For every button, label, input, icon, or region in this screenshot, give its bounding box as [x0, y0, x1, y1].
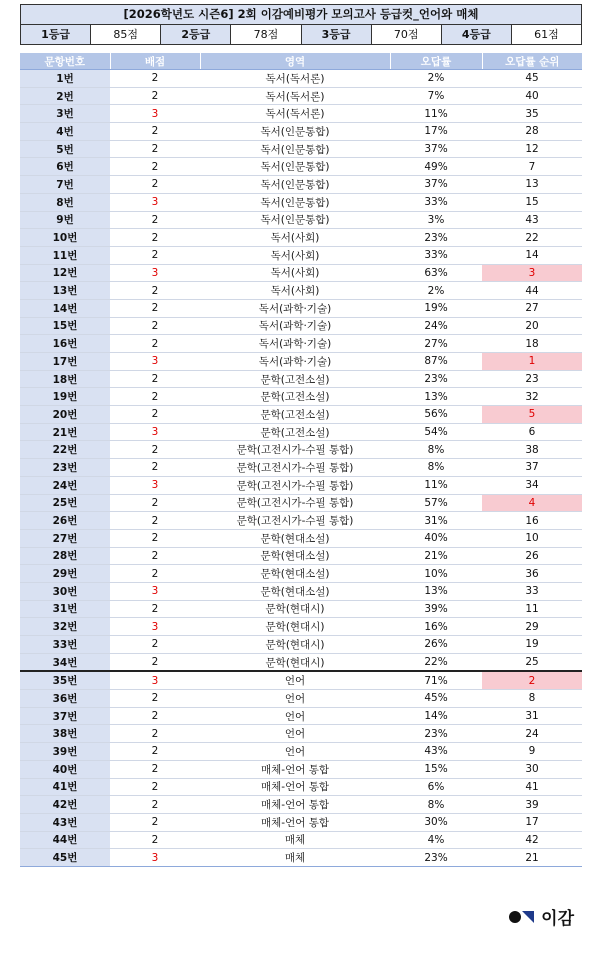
error-rate-cell: 43% — [390, 743, 482, 761]
table-row — [20, 140, 582, 158]
table-row — [20, 547, 582, 565]
section-cell: 언어 — [200, 707, 390, 725]
points-cell: 2 — [110, 229, 200, 247]
section-cell: 문학(현대소설) — [200, 565, 390, 583]
question-number-cell: 37번 — [20, 707, 110, 725]
error-rate-cell: 87% — [390, 353, 482, 371]
error-rank-cell: 18 — [482, 335, 582, 353]
logo-text: 이감 — [541, 909, 574, 929]
error-rate-cell: 23% — [390, 849, 482, 867]
error-rank-cell: 29 — [482, 618, 582, 636]
error-rate-cell: 10% — [390, 565, 482, 583]
points-cell: 2 — [110, 512, 200, 530]
section-cell: 독서(독서론) — [200, 70, 390, 88]
error-rate-cell: 21% — [390, 547, 482, 565]
table-row — [20, 813, 582, 831]
question-number-cell: 25번 — [20, 494, 110, 512]
section-cell: 언어 — [200, 743, 390, 761]
section-cell: 문학(고전시가-수필 통합) — [200, 476, 390, 494]
section-cell: 문학(고전소설) — [200, 423, 390, 441]
section-cell: 문학(고전시가-수필 통합) — [200, 494, 390, 512]
points-cell: 2 — [110, 176, 200, 194]
error-rate-cell: 37% — [390, 176, 482, 194]
table-row — [20, 441, 582, 459]
table-row — [20, 87, 582, 105]
error-rate-cell: 30% — [390, 813, 482, 831]
table-row — [20, 211, 582, 229]
points-cell: 2 — [110, 299, 200, 317]
points-cell: 2 — [110, 707, 200, 725]
error-rate-cell: 39% — [390, 600, 482, 618]
grade-cut-sheet — [20, 4, 582, 867]
points-cell: 2 — [110, 796, 200, 814]
grade-score: 78점 — [231, 25, 301, 44]
error-rate-cell: 23% — [390, 725, 482, 743]
error-rate-cell: 8% — [390, 441, 482, 459]
points-cell: 3 — [110, 476, 200, 494]
points-cell: 2 — [110, 743, 200, 761]
question-number-cell: 22번 — [20, 441, 110, 459]
question-number-cell: 34번 — [20, 653, 110, 671]
table-row — [20, 760, 582, 778]
error-rank-cell: 28 — [482, 123, 582, 141]
column-header: 오답률 순위 — [482, 53, 582, 70]
points-cell: 2 — [110, 760, 200, 778]
section-cell: 독서(사회) — [200, 246, 390, 264]
points-cell: 2 — [110, 441, 200, 459]
table-row — [20, 743, 582, 761]
section-cell: 독서(과학·기술) — [200, 317, 390, 335]
error-rank-cell: 12 — [482, 140, 582, 158]
question-number-cell: 6번 — [20, 158, 110, 176]
question-number-cell: 43번 — [20, 813, 110, 831]
error-rank-cell: 5 — [482, 406, 582, 424]
error-rank-cell: 1 — [482, 353, 582, 371]
question-number-cell: 42번 — [20, 796, 110, 814]
error-rate-cell: 14% — [390, 707, 482, 725]
question-number-cell: 28번 — [20, 547, 110, 565]
error-rank-cell: 3 — [482, 264, 582, 282]
table-row — [20, 725, 582, 743]
table-row — [20, 671, 582, 689]
question-number-cell: 35번 — [20, 671, 110, 689]
error-rank-cell: 24 — [482, 725, 582, 743]
question-number-cell: 20번 — [20, 406, 110, 424]
points-cell: 3 — [110, 849, 200, 867]
question-number-cell: 33번 — [20, 636, 110, 654]
section-cell: 문학(고전소설) — [200, 388, 390, 406]
error-rank-cell: 2 — [482, 671, 582, 689]
error-rate-cell: 4% — [390, 831, 482, 849]
section-cell: 독서(과학·기술) — [200, 335, 390, 353]
section-cell: 문학(현대소설) — [200, 547, 390, 565]
error-rate-cell: 57% — [390, 494, 482, 512]
igam-logo — [509, 904, 574, 929]
error-rank-cell: 9 — [482, 743, 582, 761]
error-rank-cell: 17 — [482, 813, 582, 831]
table-row — [20, 494, 582, 512]
table-row — [20, 796, 582, 814]
error-rate-cell: 16% — [390, 618, 482, 636]
error-rate-cell: 49% — [390, 158, 482, 176]
error-rank-cell: 38 — [482, 441, 582, 459]
error-rank-cell: 37 — [482, 459, 582, 477]
question-number-cell: 8번 — [20, 193, 110, 211]
error-rank-cell: 39 — [482, 796, 582, 814]
points-cell: 2 — [110, 494, 200, 512]
section-cell: 독서(과학·기술) — [200, 353, 390, 371]
section-cell: 독서(인문통합) — [200, 176, 390, 194]
section-cell: 언어 — [200, 690, 390, 708]
error-rate-cell: 54% — [390, 423, 482, 441]
error-rank-cell: 4 — [482, 494, 582, 512]
section-cell: 언어 — [200, 725, 390, 743]
table-row — [20, 600, 582, 618]
section-cell: 독서(인문통합) — [200, 123, 390, 141]
section-cell: 문학(고전소설) — [200, 406, 390, 424]
table-row — [20, 176, 582, 194]
table-row — [20, 299, 582, 317]
column-header: 오답률 — [390, 53, 482, 70]
column-header: 문항번호 — [20, 53, 110, 70]
question-number-cell: 40번 — [20, 760, 110, 778]
question-number-cell: 21번 — [20, 423, 110, 441]
error-rate-cell: 2% — [390, 282, 482, 300]
table-row — [20, 707, 582, 725]
error-rank-cell: 23 — [482, 370, 582, 388]
error-rank-cell: 14 — [482, 246, 582, 264]
question-number-cell: 41번 — [20, 778, 110, 796]
question-number-cell: 4번 — [20, 123, 110, 141]
question-number-cell: 12번 — [20, 264, 110, 282]
question-number-cell: 19번 — [20, 388, 110, 406]
table-row — [20, 353, 582, 371]
question-number-cell: 9번 — [20, 211, 110, 229]
question-number-cell: 17번 — [20, 353, 110, 371]
error-rate-cell: 19% — [390, 299, 482, 317]
section-cell: 언어 — [200, 671, 390, 689]
error-rank-cell: 22 — [482, 229, 582, 247]
error-rank-cell: 20 — [482, 317, 582, 335]
error-rate-cell: 33% — [390, 193, 482, 211]
points-cell: 3 — [110, 582, 200, 600]
question-number-cell: 36번 — [20, 690, 110, 708]
grade-label: 3등급 — [302, 25, 372, 44]
error-rate-cell: 17% — [390, 123, 482, 141]
error-rate-cell: 8% — [390, 459, 482, 477]
points-cell: 2 — [110, 778, 200, 796]
error-rate-cell: 23% — [390, 229, 482, 247]
grade-cut-row — [20, 25, 582, 45]
points-cell: 2 — [110, 370, 200, 388]
grade-score: 85점 — [91, 25, 161, 44]
error-rate-cell: 22% — [390, 653, 482, 671]
grade-label: 2등급 — [161, 25, 231, 44]
section-cell: 매체-언어 통합 — [200, 778, 390, 796]
question-number-cell: 27번 — [20, 529, 110, 547]
points-cell: 2 — [110, 565, 200, 583]
error-rank-cell: 43 — [482, 211, 582, 229]
section-cell: 매체 — [200, 831, 390, 849]
section-cell: 독서(사회) — [200, 229, 390, 247]
table-row — [20, 423, 582, 441]
section-cell: 매체-언어 통합 — [200, 813, 390, 831]
error-rate-cell: 63% — [390, 264, 482, 282]
table-row — [20, 653, 582, 671]
points-cell: 2 — [110, 459, 200, 477]
table-header-row — [20, 53, 582, 70]
question-number-cell: 16번 — [20, 335, 110, 353]
table-row — [20, 193, 582, 211]
table-row — [20, 565, 582, 583]
table-row — [20, 778, 582, 796]
table-row — [20, 335, 582, 353]
question-number-cell: 32번 — [20, 618, 110, 636]
igam-logo-icon — [509, 911, 534, 923]
error-rank-cell: 30 — [482, 760, 582, 778]
table-row — [20, 246, 582, 264]
error-rank-cell: 19 — [482, 636, 582, 654]
error-rate-cell: 45% — [390, 690, 482, 708]
question-number-cell: 26번 — [20, 512, 110, 530]
points-cell: 2 — [110, 406, 200, 424]
section-cell: 문학(현대시) — [200, 600, 390, 618]
error-rate-cell: 15% — [390, 760, 482, 778]
error-rank-cell: 35 — [482, 105, 582, 123]
error-rank-cell: 42 — [482, 831, 582, 849]
points-cell: 2 — [110, 123, 200, 141]
error-rate-cell: 56% — [390, 406, 482, 424]
error-rate-cell: 26% — [390, 636, 482, 654]
section-cell: 문학(현대소설) — [200, 529, 390, 547]
points-cell: 2 — [110, 813, 200, 831]
question-number-cell: 14번 — [20, 299, 110, 317]
error-rank-cell: 36 — [482, 565, 582, 583]
error-rank-cell: 45 — [482, 70, 582, 88]
column-header: 영역 — [200, 53, 390, 70]
points-cell: 2 — [110, 140, 200, 158]
error-rate-cell: 71% — [390, 671, 482, 689]
points-cell: 2 — [110, 600, 200, 618]
question-number-cell: 39번 — [20, 743, 110, 761]
section-cell: 독서(사회) — [200, 264, 390, 282]
section-cell: 매체 — [200, 849, 390, 867]
error-rank-cell: 7 — [482, 158, 582, 176]
error-rank-cell: 41 — [482, 778, 582, 796]
error-rate-cell: 24% — [390, 317, 482, 335]
points-cell: 2 — [110, 158, 200, 176]
points-cell: 2 — [110, 725, 200, 743]
section-cell: 문학(고전시가-수필 통합) — [200, 512, 390, 530]
question-number-cell: 1번 — [20, 70, 110, 88]
grade-label: 1등급 — [21, 25, 91, 44]
question-number-cell: 38번 — [20, 725, 110, 743]
question-number-cell: 15번 — [20, 317, 110, 335]
error-rank-cell: 16 — [482, 512, 582, 530]
points-cell: 3 — [110, 618, 200, 636]
points-cell: 2 — [110, 653, 200, 671]
section-cell: 독서(사회) — [200, 282, 390, 300]
points-cell: 3 — [110, 671, 200, 689]
error-rank-cell: 8 — [482, 690, 582, 708]
points-cell: 2 — [110, 335, 200, 353]
table-row — [20, 476, 582, 494]
points-cell: 3 — [110, 105, 200, 123]
error-rank-cell: 33 — [482, 582, 582, 600]
error-rank-cell: 15 — [482, 193, 582, 211]
error-rate-cell: 11% — [390, 476, 482, 494]
points-cell: 3 — [110, 423, 200, 441]
table-row — [20, 618, 582, 636]
section-cell: 독서(인문통합) — [200, 140, 390, 158]
error-rate-cell: 31% — [390, 512, 482, 530]
error-rank-cell: 6 — [482, 423, 582, 441]
grade-score: 61점 — [512, 25, 581, 44]
error-rate-cell: 6% — [390, 778, 482, 796]
table-row — [20, 459, 582, 477]
error-rate-cell: 8% — [390, 796, 482, 814]
question-number-cell: 24번 — [20, 476, 110, 494]
section-cell: 독서(인문통합) — [200, 158, 390, 176]
error-rate-cell: 37% — [390, 140, 482, 158]
section-cell: 문학(고전시가-수필 통합) — [200, 441, 390, 459]
table-row — [20, 388, 582, 406]
table-row — [20, 70, 582, 88]
table-row — [20, 317, 582, 335]
table-row — [20, 370, 582, 388]
section-cell: 독서(인문통합) — [200, 211, 390, 229]
points-cell: 2 — [110, 529, 200, 547]
table-row — [20, 582, 582, 600]
error-rate-cell: 3% — [390, 211, 482, 229]
points-cell: 2 — [110, 690, 200, 708]
table-row — [20, 849, 582, 867]
points-cell: 2 — [110, 87, 200, 105]
error-rank-cell: 27 — [482, 299, 582, 317]
error-rate-cell: 27% — [390, 335, 482, 353]
error-rate-cell: 11% — [390, 105, 482, 123]
points-cell: 3 — [110, 353, 200, 371]
points-cell: 2 — [110, 317, 200, 335]
error-rank-cell: 21 — [482, 849, 582, 867]
question-number-cell: 30번 — [20, 582, 110, 600]
table-row — [20, 406, 582, 424]
table-row — [20, 636, 582, 654]
points-cell: 2 — [110, 388, 200, 406]
question-number-cell: 3번 — [20, 105, 110, 123]
question-number-cell: 18번 — [20, 370, 110, 388]
question-number-cell: 2번 — [20, 87, 110, 105]
section-cell: 문학(현대소설) — [200, 582, 390, 600]
points-cell: 2 — [110, 282, 200, 300]
section-cell: 매체-언어 통합 — [200, 760, 390, 778]
points-cell: 2 — [110, 831, 200, 849]
question-number-cell: 29번 — [20, 565, 110, 583]
points-cell: 2 — [110, 211, 200, 229]
section-cell: 독서(독서론) — [200, 105, 390, 123]
section-cell: 문학(현대시) — [200, 653, 390, 671]
table-row — [20, 264, 582, 282]
question-number-cell: 10번 — [20, 229, 110, 247]
table-row — [20, 282, 582, 300]
section-cell: 문학(고전시가-수필 통합) — [200, 459, 390, 477]
table-row — [20, 512, 582, 530]
question-number-cell: 45번 — [20, 849, 110, 867]
error-rank-cell: 10 — [482, 529, 582, 547]
points-cell: 2 — [110, 636, 200, 654]
error-rate-cell: 23% — [390, 370, 482, 388]
error-rate-cell: 40% — [390, 529, 482, 547]
table-row — [20, 158, 582, 176]
error-rank-cell: 44 — [482, 282, 582, 300]
grade-label: 4등급 — [442, 25, 512, 44]
error-rank-cell: 34 — [482, 476, 582, 494]
error-rate-cell: 13% — [390, 582, 482, 600]
table-row — [20, 690, 582, 708]
grade-score: 70점 — [372, 25, 442, 44]
column-header: 배점 — [110, 53, 200, 70]
table-row — [20, 123, 582, 141]
error-rate-cell: 2% — [390, 70, 482, 88]
points-cell: 3 — [110, 264, 200, 282]
error-rank-cell: 11 — [482, 600, 582, 618]
table-body — [20, 70, 582, 867]
section-cell: 독서(과학·기술) — [200, 299, 390, 317]
error-rate-cell: 13% — [390, 388, 482, 406]
points-cell: 2 — [110, 246, 200, 264]
page-title: [2026학년도 시즌6] 2회 이감예비평가 모의고사 등급컷_언어와 매체 — [20, 4, 582, 25]
error-rank-cell: 25 — [482, 653, 582, 671]
question-number-cell: 11번 — [20, 246, 110, 264]
question-table — [20, 53, 582, 867]
error-rate-cell: 7% — [390, 87, 482, 105]
error-rank-cell: 13 — [482, 176, 582, 194]
question-number-cell: 7번 — [20, 176, 110, 194]
section-cell: 독서(인문통합) — [200, 193, 390, 211]
section-cell: 문학(고전소설) — [200, 370, 390, 388]
question-number-cell: 5번 — [20, 140, 110, 158]
error-rate-cell: 33% — [390, 246, 482, 264]
table-row — [20, 831, 582, 849]
points-cell: 2 — [110, 70, 200, 88]
section-cell: 문학(현대시) — [200, 618, 390, 636]
section-cell: 문학(현대시) — [200, 636, 390, 654]
section-cell: 독서(독서론) — [200, 87, 390, 105]
points-cell: 2 — [110, 547, 200, 565]
points-cell: 3 — [110, 193, 200, 211]
error-rank-cell: 26 — [482, 547, 582, 565]
table-row — [20, 229, 582, 247]
error-rank-cell: 32 — [482, 388, 582, 406]
error-rank-cell: 31 — [482, 707, 582, 725]
section-cell: 매체-언어 통합 — [200, 796, 390, 814]
error-rank-cell: 40 — [482, 87, 582, 105]
question-number-cell: 23번 — [20, 459, 110, 477]
question-number-cell: 31번 — [20, 600, 110, 618]
table-row — [20, 105, 582, 123]
question-number-cell: 13번 — [20, 282, 110, 300]
table-row — [20, 529, 582, 547]
question-number-cell: 44번 — [20, 831, 110, 849]
